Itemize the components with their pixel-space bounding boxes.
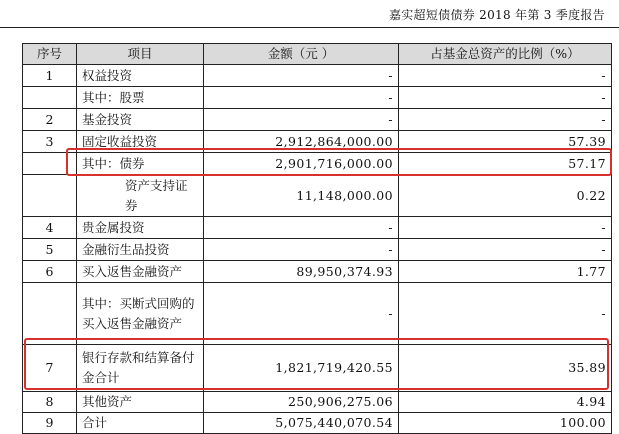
row-item: 基金投资 <box>77 109 204 131</box>
row-item: 银行存款和结算备付金合计 <box>77 345 204 392</box>
row-item: 权益投资 <box>77 65 204 87</box>
row-amount: 2,912,864,000.00 <box>204 131 399 153</box>
table-row <box>23 109 612 131</box>
column-header-seq: 序号 <box>23 44 77 65</box>
row-seq: 9 <box>23 413 77 434</box>
column-header-ratio: 占基金总资产的比例（%） <box>399 44 612 65</box>
row-amount: 89,950,374.93 <box>204 261 399 283</box>
row-amount: - <box>204 109 399 131</box>
row-ratio: 1.77 <box>399 261 612 283</box>
row-item: 资产支持证券 <box>77 175 204 217</box>
row-ratio: 0.22 <box>399 175 612 217</box>
row-item: 买入返售金融资产 <box>77 261 204 283</box>
header-divider <box>0 27 619 28</box>
row-seq: 7 <box>23 345 77 392</box>
table-row <box>23 65 612 87</box>
row-amount: 250,906,275.06 <box>204 392 399 413</box>
row-ratio: - <box>399 217 612 239</box>
table-row <box>23 261 612 283</box>
row-seq: 1 <box>23 65 77 87</box>
row-amount: - <box>204 217 399 239</box>
table-row <box>23 239 612 261</box>
column-header-item: 项目 <box>77 44 204 65</box>
row-ratio: - <box>399 87 612 109</box>
row-seq: 3 <box>23 131 77 153</box>
row-amount: 5,075,440,070.54 <box>204 413 399 434</box>
row-ratio: 57.39 <box>399 131 612 153</box>
table-row <box>23 217 612 239</box>
row-amount: - <box>204 65 399 87</box>
row-amount: - <box>204 283 399 345</box>
row-ratio: 57.17 <box>399 153 612 175</box>
row-seq: 8 <box>23 392 77 413</box>
row-amount: 1,821,719,420.55 <box>204 345 399 392</box>
table-row <box>23 392 612 413</box>
row-seq: 6 <box>23 261 77 283</box>
row-amount: - <box>204 87 399 109</box>
row-item: 贵金属投资 <box>77 217 204 239</box>
highlight-box-bank-deposits <box>24 338 609 390</box>
row-seq: 5 <box>23 239 77 261</box>
row-seq: 4 <box>23 217 77 239</box>
row-ratio: - <box>399 65 612 87</box>
row-seq <box>23 283 77 345</box>
row-amount: - <box>204 239 399 261</box>
column-header-amount: 金额（元 ） <box>204 44 399 65</box>
row-item: 其中：股票 <box>77 87 204 109</box>
highlight-box-bonds <box>66 148 612 176</box>
row-item: 金融衍生品投资 <box>77 239 204 261</box>
row-item: 合计 <box>77 413 204 434</box>
table-row <box>23 413 612 434</box>
row-item: 其中：买断式回购的买入返售金融资产 <box>77 283 204 345</box>
table-row <box>23 175 612 217</box>
row-seq <box>23 87 77 109</box>
row-amount: 2,901,716,000.00 <box>204 153 399 175</box>
row-ratio: 35.89 <box>399 345 612 392</box>
row-amount: 11,148,000.00 <box>204 175 399 217</box>
row-seq: 2 <box>23 109 77 131</box>
row-item: 固定收益投资 <box>77 131 204 153</box>
report-title: 嘉实超短债债券 2018 年第 3 季度报告 <box>388 8 605 22</box>
row-seq <box>23 175 77 217</box>
row-ratio: 100.00 <box>399 413 612 434</box>
row-ratio: - <box>399 239 612 261</box>
table-row <box>23 283 612 345</box>
table-header-row <box>23 44 612 65</box>
table-row <box>23 87 612 109</box>
row-item: 其中：债券 <box>77 153 204 175</box>
row-item: 其他资产 <box>77 392 204 413</box>
row-ratio: - <box>399 283 612 345</box>
row-ratio: 4.94 <box>399 392 612 413</box>
row-ratio: - <box>399 109 612 131</box>
